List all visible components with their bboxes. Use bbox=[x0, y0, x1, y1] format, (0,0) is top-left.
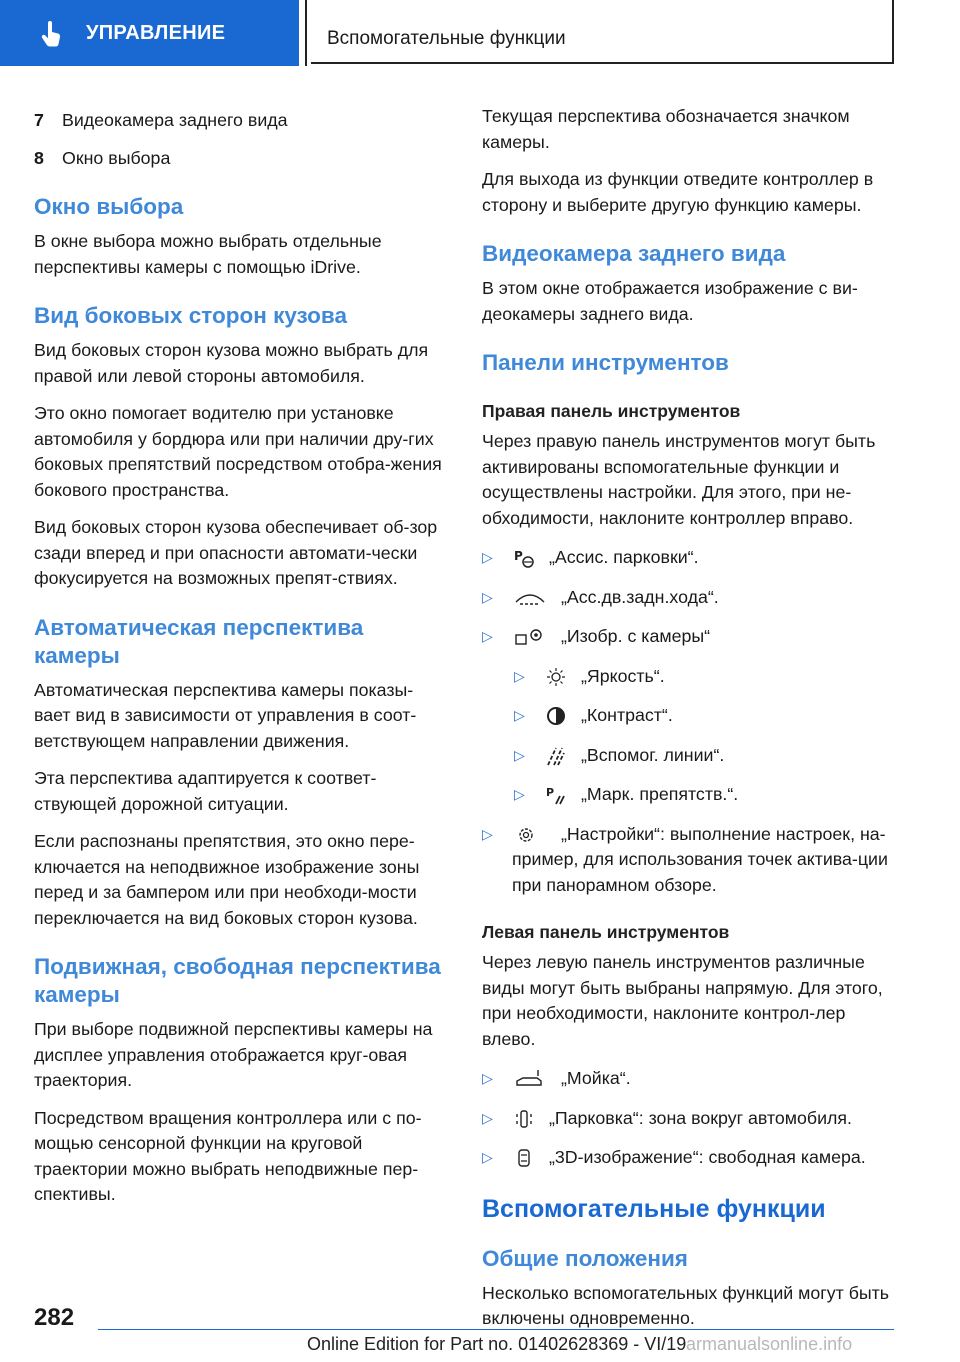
header-divider bbox=[305, 0, 307, 66]
item-text: „Контраст“. bbox=[580, 705, 673, 725]
triangle-bullet-icon: ▷ bbox=[482, 1070, 493, 1086]
triangle-bullet-icon: ▷ bbox=[514, 746, 525, 763]
item-text: „3D-изображение“: свободная камера. bbox=[548, 1147, 866, 1167]
list-item bbox=[482, 822, 896, 899]
heading-auto-perspective: Автоматическая перспектива камеры bbox=[34, 614, 364, 668]
section-title: УПРАВЛЕНИЕ bbox=[86, 22, 226, 44]
item-text: „Мойка“. bbox=[560, 1068, 631, 1088]
heading-aux-functions: Вспомогательные функции bbox=[482, 1194, 826, 1223]
paragraph: Вид боковых сторон кузова можно выбрать для правой или левой стороны автомобиля. bbox=[34, 340, 429, 386]
chapter-tab bbox=[311, 0, 894, 64]
list-item bbox=[482, 703, 896, 729]
heading-window: Окно выбора bbox=[34, 194, 184, 219]
list-item bbox=[482, 585, 896, 611]
watermark: armanualsonline.info bbox=[686, 1334, 853, 1354]
parking-zone-icon bbox=[512, 1108, 536, 1130]
list-item bbox=[482, 545, 896, 571]
paragraph: Через левую панель инструментов различные виды могут быть выбраны напрямую. Для этого, при необходимости, наклоните контрол‐лер влево. bbox=[482, 952, 883, 1049]
triangle-bullet-icon: ▷ bbox=[514, 786, 525, 802]
heading-right-toolbar: Правая панель инструментов bbox=[482, 401, 741, 421]
item-text: „Марк. препятств.“. bbox=[580, 784, 739, 804]
paragraph: В этом окне отображается изображение с ви‐деокамеры заднего вида. bbox=[482, 278, 858, 324]
heading-free-perspective: Подвижная, свободная перспектива камеры bbox=[34, 954, 441, 1007]
list-item bbox=[482, 624, 896, 650]
camera-settings-icon bbox=[512, 626, 548, 648]
paragraph: Для выхода из функции отведите контроллер в сторону и выберите другую функцию камеры. bbox=[482, 169, 874, 215]
list-item bbox=[34, 108, 448, 133]
triangle-bullet-icon: ▷ bbox=[482, 1149, 493, 1165]
footer-divider bbox=[98, 1329, 894, 1330]
list-item bbox=[482, 1106, 896, 1132]
item-text: „Яркость“. bbox=[580, 665, 665, 686]
chapter-title: Вспомогательные функции bbox=[327, 28, 566, 49]
heading-general: Общие положения bbox=[482, 1245, 688, 1271]
paragraph: При выборе подвижной перспективы камеры на дисплее управления отображается круг‐овая траектория. bbox=[34, 1019, 433, 1090]
page-number: 282 bbox=[34, 1304, 75, 1331]
item-text: „Вспомог. линии“. bbox=[580, 744, 725, 765]
item-text: „Изобр. с камеры“ bbox=[560, 626, 711, 646]
reverse-assist-icon bbox=[512, 587, 548, 609]
triangle-bullet-icon: ▷ bbox=[514, 707, 525, 723]
gear-icon bbox=[512, 824, 548, 846]
list-item bbox=[34, 146, 448, 171]
list-item bbox=[482, 1066, 896, 1092]
list-item bbox=[482, 743, 896, 769]
item-text: „Асс.дв.задн.хода“. bbox=[560, 586, 719, 607]
guide-lines-icon bbox=[544, 745, 568, 767]
list-item bbox=[482, 664, 896, 690]
car-wash-icon bbox=[512, 1068, 548, 1090]
heading-rear-camera: Видеокамера заднего вида bbox=[482, 241, 786, 266]
svg-text:P: P bbox=[546, 786, 555, 800]
paragraph: Если распознаны препятствия, это окно пере‐ключается на неподвижное изображение зоны перед и за бампером или при необходи‐мости переключается на вид боковых сторон кузова. bbox=[34, 831, 420, 928]
heading-left-toolbar: Левая панель инструментов bbox=[482, 922, 730, 942]
paragraph: Посредством вращения контроллера или с по‐мощью сенсорной функции на круговой траектории можно выбрать неподвижные пер‐спективы. bbox=[34, 1107, 422, 1204]
triangle-bullet-icon: ▷ bbox=[514, 667, 525, 684]
paragraph: Несколько вспомогательных функций могут быть включены одновременно. bbox=[482, 1282, 890, 1328]
paragraph: Текущая перспектива обозначается значком камеры. bbox=[482, 106, 850, 152]
item-text: Окно выбора bbox=[62, 148, 171, 168]
obstacle-mark-icon bbox=[544, 784, 568, 806]
right-column bbox=[482, 104, 896, 1344]
item-text: „Парковка“: зона вокруг автомобиля. bbox=[548, 1107, 852, 1128]
triangle-bullet-icon: ▷ bbox=[482, 628, 493, 644]
heading-toolbars: Панели инструментов bbox=[482, 350, 729, 375]
triangle-bullet-icon: ▷ bbox=[482, 549, 493, 565]
hand-pointer-icon bbox=[40, 21, 64, 47]
heading-side-view: Вид боковых сторон кузова bbox=[34, 303, 347, 328]
brightness-icon bbox=[544, 666, 568, 688]
item-number: 8 bbox=[34, 148, 44, 168]
svg-text:P: P bbox=[514, 549, 523, 564]
left-column bbox=[34, 108, 448, 1220]
item-text: Видеокамера заднего вида bbox=[62, 110, 288, 130]
item-text: „Ассис. парковки“. bbox=[548, 547, 699, 567]
item-text: „Настройки“: выполнение настроек, на‐пример, для использования точек актива‐ции при панорамном обзоре. bbox=[512, 823, 888, 895]
edition-text: Online Edition for Part no. 01402628369 - VI/19 bbox=[307, 1334, 687, 1354]
list-item bbox=[482, 1145, 896, 1171]
paragraph: Эта перспектива адаптируется к соответ‐ствующей дорожной ситуации. bbox=[34, 768, 377, 814]
list-item bbox=[482, 782, 896, 808]
3d-view-icon bbox=[512, 1147, 536, 1169]
item-number: 7 bbox=[34, 110, 44, 130]
triangle-bullet-icon: ▷ bbox=[482, 1109, 493, 1126]
paragraph: Это окно помогает водителю при установке автомобиля у бордюра или при наличии дру‐гих боковых препятствий посредством отобра‐жения бокового пространства. bbox=[34, 403, 442, 500]
paragraph: Вид боковых сторон кузова обеспечивает об‐зор сзади вперед и при опасности автомати‐чески фокусируется на возможных препят‐ствиях. bbox=[34, 517, 438, 588]
paragraph: В окне выбора можно выбрать отдельные перспективы камеры с помощью iDrive. bbox=[34, 231, 382, 277]
paragraph: Автоматическая перспектива камеры показы‐вает вид в зависимости от управления в соот‐ветствующем направлении движения. bbox=[34, 679, 417, 751]
paragraph: Через правую панель инструментов могут быть активированы вспомогательные функции и осуществлены настройки. Для этого, при не‐обходимости, наклоните контроллер вправо. bbox=[482, 431, 876, 528]
contrast-icon bbox=[544, 705, 568, 727]
triangle-bullet-icon: ▷ bbox=[482, 825, 493, 842]
parking-assist-icon bbox=[512, 547, 536, 569]
section-tab bbox=[0, 0, 299, 66]
triangle-bullet-icon: ▷ bbox=[482, 588, 493, 605]
